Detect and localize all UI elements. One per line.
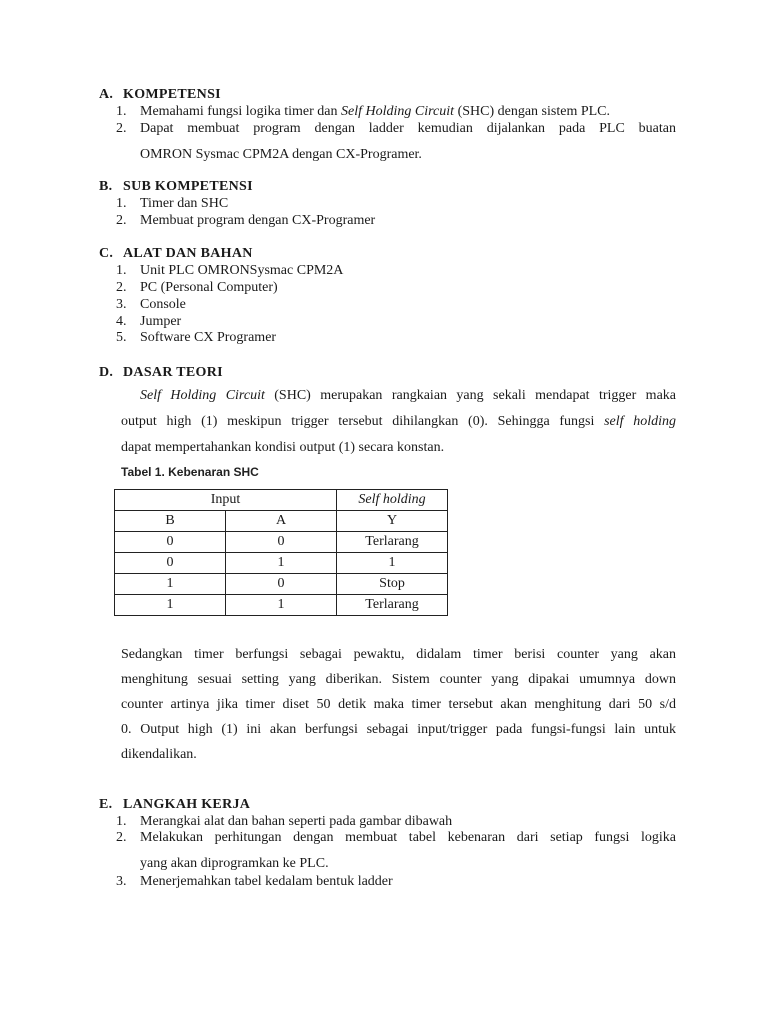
section-b-heading: B. SUB KOMPETENSI xyxy=(99,179,253,194)
col-a: A xyxy=(226,511,337,532)
cell-b: 1 xyxy=(115,595,226,616)
paragraph-line: 0. Output high (1) ini akan berfungsi sebagai input/trigger pada fungsi-fungsi lain untuk xyxy=(121,722,676,737)
list-item: 1. Memahami fungsi logika timer dan Self Holding Circuit (SHC) dengan sistem PLC. xyxy=(116,104,611,119)
table-row xyxy=(115,532,448,553)
list-item: 4. Jumper xyxy=(116,314,182,329)
cell-y: 1 xyxy=(337,553,448,574)
paragraph-line: dapat mempertahankan kondisi output (1) secara konstan. xyxy=(121,440,445,455)
list-item: 1. Unit PLC OMRONSysmac CPM2A xyxy=(116,263,344,278)
table-row xyxy=(115,595,448,616)
cell-y: Stop xyxy=(337,574,448,595)
list-item-continuation: yang akan diprogramkan ke PLC. xyxy=(140,856,329,871)
list-item: 2. PC (Personal Computer) xyxy=(116,280,278,295)
cell-b: 0 xyxy=(115,553,226,574)
list-item: 2. Membuat program dengan CX-Programer xyxy=(116,213,376,228)
section-c-heading: C. ALAT DAN BAHAN xyxy=(99,246,253,261)
header-self-holding: Self holding xyxy=(337,490,448,511)
section-e-heading: E. LANGKAH KERJA xyxy=(99,797,251,812)
cell-a: 1 xyxy=(226,553,337,574)
list-item: 1. Merangkai alat dan bahan seperti pada gambar dibawah xyxy=(116,814,453,829)
table-row xyxy=(115,574,448,595)
cell-b: 0 xyxy=(115,532,226,553)
paragraph-line: Self Holding Circuit (SHC) merupakan rangkaian yang sekali mendapat trigger maka xyxy=(140,388,676,403)
list-item: 3. Menerjemahkan tabel kedalam bentuk ladder xyxy=(116,874,393,889)
cell-b: 1 xyxy=(115,574,226,595)
list-item-continuation: OMRON Sysmac CPM2A dengan CX-Programer. xyxy=(140,147,422,162)
col-y: Y xyxy=(337,511,448,532)
cell-a: 1 xyxy=(226,595,337,616)
table-header-row xyxy=(115,490,448,511)
col-b: B xyxy=(115,511,226,532)
paragraph-line: Sedangkan timer berfungsi sebagai pewaktu, didalam timer berisi counter yang akan xyxy=(121,647,676,662)
list-item: 1. Timer dan SHC xyxy=(116,196,229,211)
list-item: 2. Dapat membuat program dengan ladder kemudian dijalankan pada PLC buatan xyxy=(116,121,676,136)
header-input: Input xyxy=(115,490,337,511)
cell-y: Terlarang xyxy=(337,532,448,553)
paragraph-line: menghitung sesuai setting yang diberikan. Sistem counter yang dipakai umumnya down xyxy=(121,672,676,687)
table-caption: Tabel 1. Kebenaran SHC xyxy=(121,465,259,479)
cell-a: 0 xyxy=(226,532,337,553)
list-item: 5. Software CX Programer xyxy=(116,330,277,345)
list-item: 2. Melakukan perhitungan dengan membuat tabel kebenaran dari setiap fungsi logika xyxy=(116,830,676,845)
paragraph-line: dikendalikan. xyxy=(121,747,197,762)
table-subheader-row xyxy=(115,511,448,532)
table-row xyxy=(115,553,448,574)
section-a-heading: A. KOMPETENSI xyxy=(99,87,221,102)
truth-table xyxy=(114,489,448,616)
paragraph-line: output high (1) meskipun trigger tersebut dihilangkan (0). Sehingga fungsi self holding xyxy=(121,414,676,429)
section-d-heading: D. DASAR TEORI xyxy=(99,365,223,380)
cell-y: Terlarang xyxy=(337,595,448,616)
list-item: 3. Console xyxy=(116,297,186,312)
cell-a: 0 xyxy=(226,574,337,595)
paragraph-line: counter artinya jika timer diset 50 detik maka timer tersebut akan menghitung dari 50 s/d xyxy=(121,697,676,712)
